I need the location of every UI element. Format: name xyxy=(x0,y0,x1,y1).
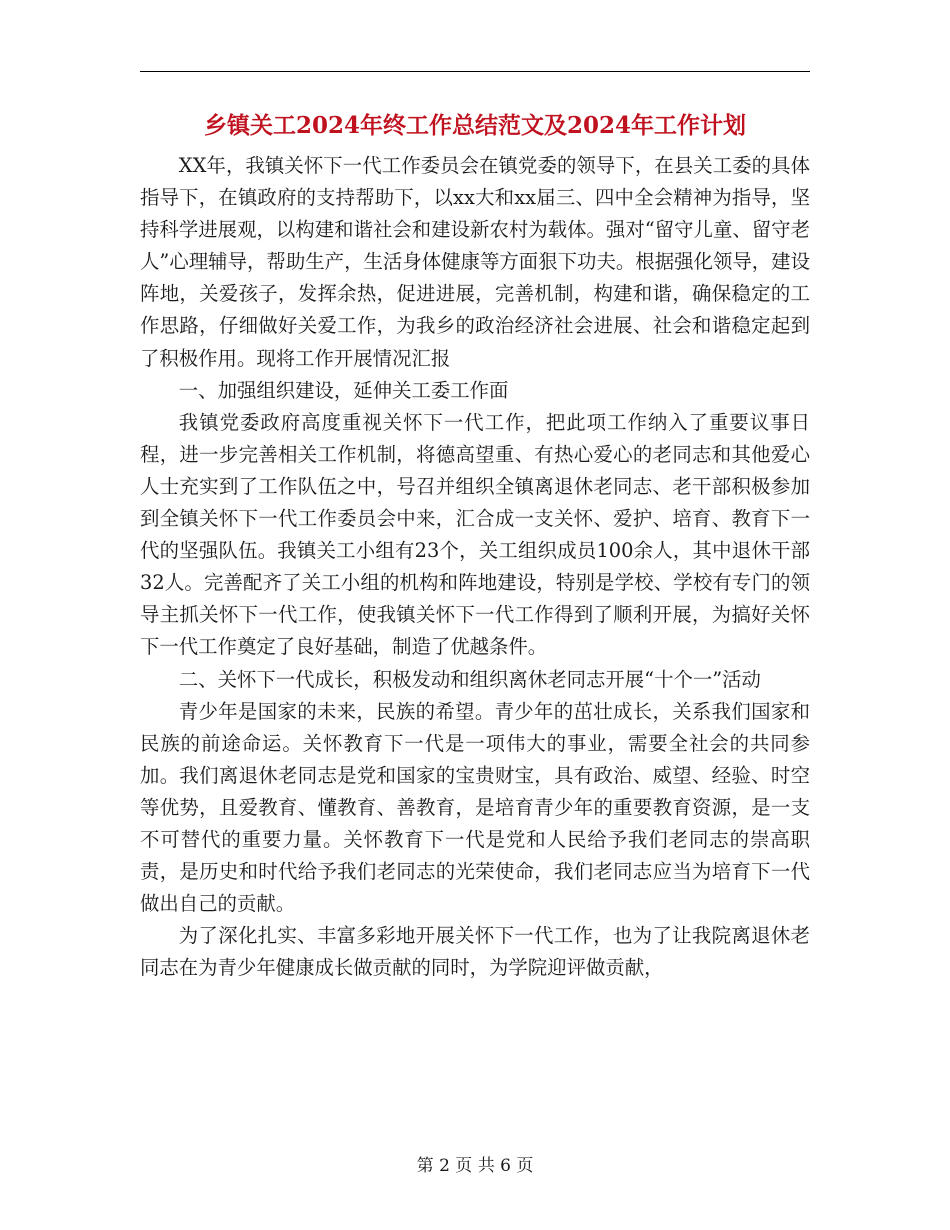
document-body xyxy=(140,150,810,984)
paragraph-section-2a: 青少年是国家的未来，民族的希望。青少年的茁壮成长，关系我们国家和民族的前途命运。关怀教育下一代是一项伟大的事业，需要全社会的共同参加。我们离退休老同志是党和国家的宝贵财宝，具有政治、威望、经验、时空等优势，且爱教育、懂教育、善教育，是培育青少年的重要教育资源，是一支不可替代的重要力量。关怀教育下一代是党和人民给予我们老同志的崇高职责，是历史和时代给予我们老同志的光荣使命，我们老同志应当为培育下一代做出自己的贡献。 xyxy=(140,699,810,916)
document-title: 乡镇关工2024年终工作总结范文及2024年工作计划 xyxy=(203,112,747,139)
section-heading-1: 一、加强组织建设，延伸关工委工作面 xyxy=(178,378,509,402)
paragraph-intro: XX年，我镇关怀下一代工作委员会在镇党委的领导下，在县关工委的具体指导下，在镇政府的支持帮助下，以xx大和xx届三、四中全会精神为指导，坚持科学进展观，以构建和谐社会和建设新农村为载体。强对“留守儿童、留守老人”心理辅导，帮助生产，生活身体健康等方面狠下功夫。根据强化领导，建设阵地，关爱孩子，发挥余热，促进进展，完善机制，构建和谐，确保稳定的工作思路，仔细做好关爱工作，为我乡的政治经济社会进展、社会和谐稳定起到了积极作用。现将工作开展情况汇报 xyxy=(140,154,810,370)
paragraph-section-1: 我镇党委政府高度重视关怀下一代工作，把此项工作纳入了重要议事日程，进一步完善相关工作机制，将德高望重、有热心爱心的老同志和其他爱心人士充实到了工作队伍之中，号召并组织全镇离退休老同志、老干部积极参加到全镇关怀下一代工作委员会中来，汇合成一支关怀、爱护、培育、教育下一代的坚强队伍。我镇关工小组有23个，关工组织成员100余人，其中退休干部32人。完善配齐了关工小组的机构和阵地建设，特别是学校、学校有专门的领导主抓关怀下一代工作，使我镇关怀下一代工作得到了顺利开展，为搞好关怀下一代工作奠定了良好基础，制造了优越条件。 xyxy=(140,410,810,659)
paragraph-section-2b: 为了深化扎实、丰富多彩地开展关怀下一代工作，也为了让我院离退休老同志在为青少年健康成长做贡献的同时，为学院迎评做贡献， xyxy=(140,924,810,980)
section-heading-2: 二、关怀下一代成长，积极发动和组织离休老同志开展“十个一”活动 xyxy=(178,667,761,691)
header-rule xyxy=(140,71,810,72)
page-number-footer: 第 2 页 共 6 页 xyxy=(416,1156,534,1176)
